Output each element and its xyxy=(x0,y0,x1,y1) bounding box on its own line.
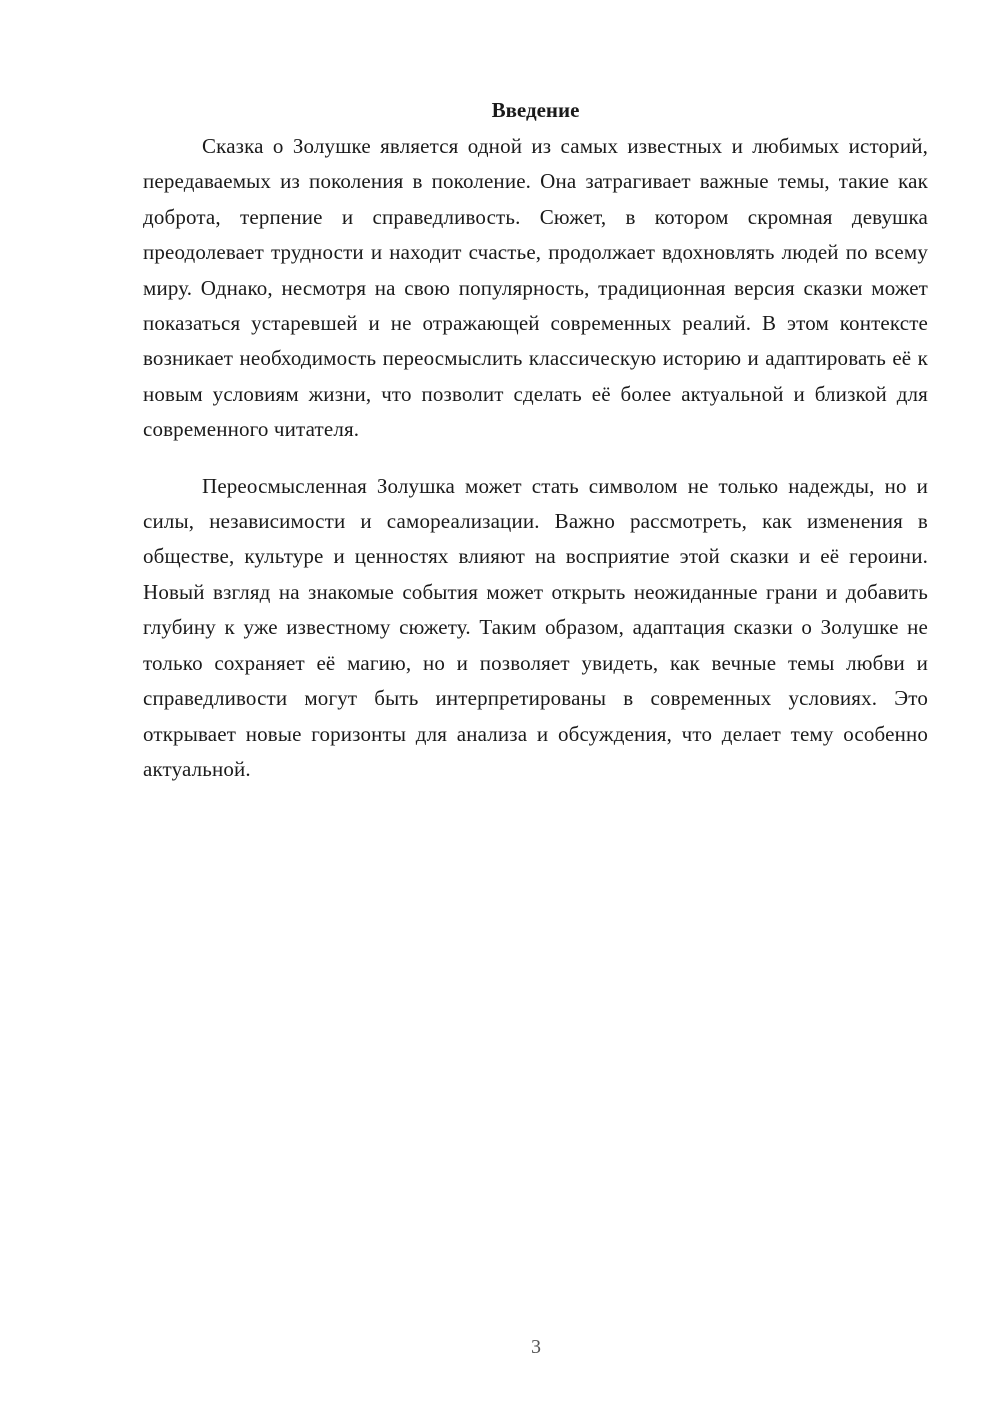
page-number: 3 xyxy=(531,1336,541,1358)
paragraph-1: Сказка о Золушке является одной из самых известных и любимых историй, передаваемых из поколения в поколение. Она затрагивает важные темы, такие как доброта, терпение и справедливость. Сюжет, в котором скромная девушка преодолевает трудности и находит счастье, продолжает вдохновлять людей по всему миру. Однако, несмотря на свою популярность, традиционная версия сказки может показаться устаревшей и не отражающей современных реалий. В этом контексте возникает необходимость переосмыслить классическую историю и адаптировать её к новым условиям жизни, что позволит сделать её более актуальной и близкой для современного читателя. xyxy=(143,134,928,442)
section-heading: Введение xyxy=(491,98,580,122)
paragraph-2: Переосмысленная Золушка может стать символом не только надежды, но и силы, независимости и самореализации. Важно рассмотреть, как изменения в обществе, культуре и ценностях влияют на восприятие этой сказки и её героини. Новый взгляд на знакомые события может открыть неожиданные грани и добавить глубину к уже известному сюжету. Таким образом, адаптация сказки о Золушке не только сохраняет её магию, но и позволяет увидеть, как вечные темы любви и справедливости могут быть интерпретированы в современных условиях. Это открывает новые горизонты для анализа и обсуждения, что делает тему особенно актуальной. xyxy=(143,473,928,781)
page-content xyxy=(143,92,928,787)
